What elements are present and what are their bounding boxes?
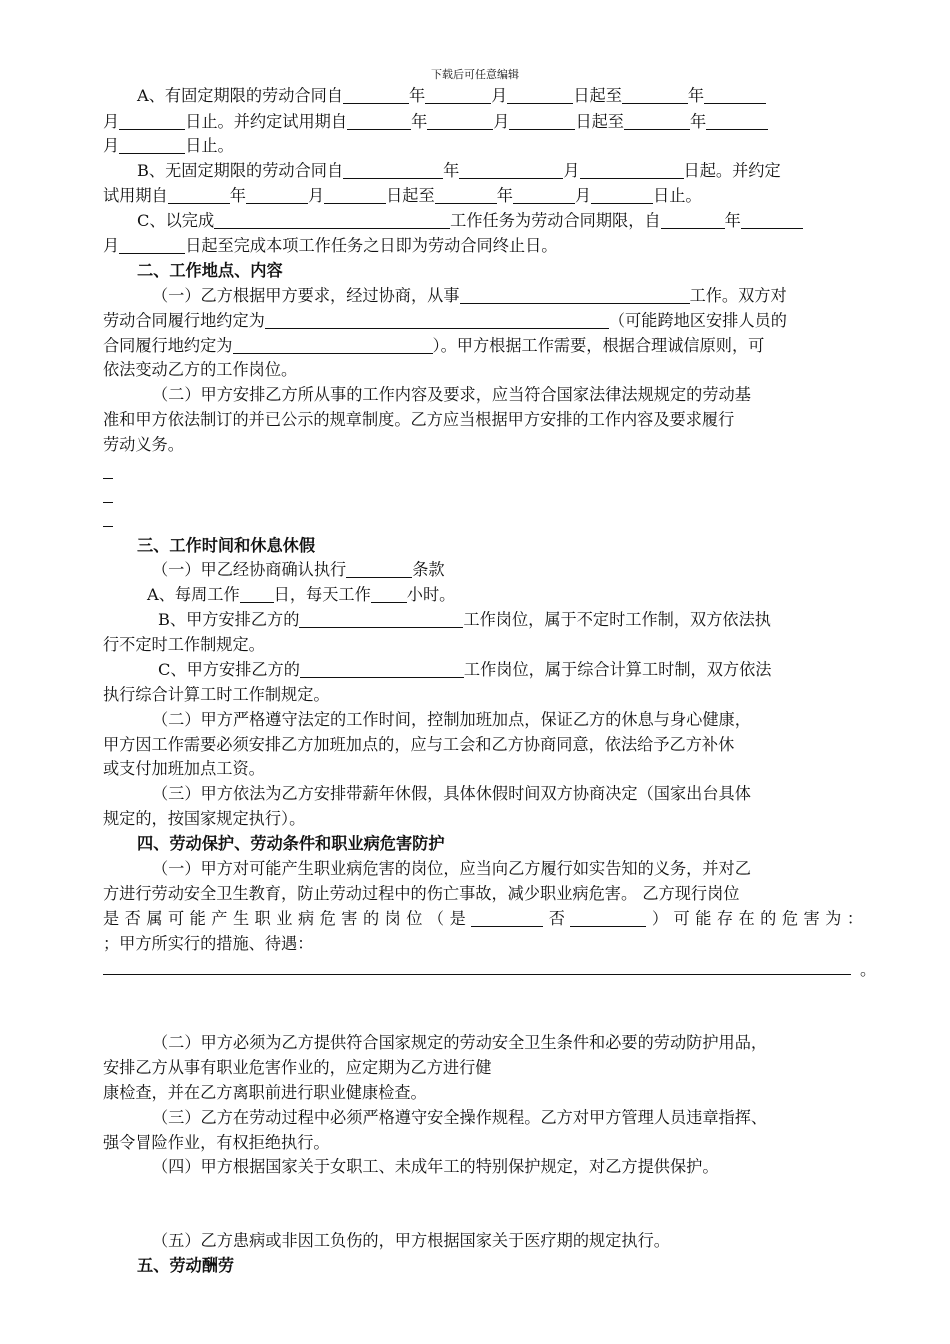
- blank-field[interactable]: [591, 186, 653, 204]
- clause-c-line-1: C、以完成 工作任务为劳动合同期限，自 年: [137, 209, 863, 233]
- blank-field[interactable]: [168, 186, 230, 204]
- blank-field[interactable]: [622, 86, 688, 104]
- blank-field[interactable]: [425, 86, 491, 104]
- sec4-para-6: 安排乙方从事有职业危害作业的，应定期为乙方进行健: [103, 1058, 492, 1077]
- clause-b-line-2: 试用期自 年 月 日起至 年 月 日止。: [103, 186, 702, 205]
- blank-field[interactable]: [507, 86, 573, 104]
- sec4-para-3: 是否属可能产生职业病危害的岗位（是 否 ）可能存在的危害为：: [103, 909, 864, 928]
- blank-field[interactable]: [706, 112, 768, 130]
- sec2-para-5: （二）甲方安排乙方所从事的工作内容及要求，应当符合国家法律法规规定的劳动基: [152, 385, 751, 404]
- blank-field[interactable]: [343, 86, 409, 104]
- sec3-para-10: （三）甲方依法为乙方安排带薪年休假，具体休假时间双方协商决定（国家出台具体: [152, 784, 751, 803]
- blank-field[interactable]: [460, 286, 690, 304]
- blank-field[interactable]: [240, 585, 274, 603]
- blank-field[interactable]: [427, 112, 493, 130]
- blank-field[interactable]: [513, 186, 575, 204]
- blank-field[interactable]: [265, 311, 609, 329]
- sec3-para-4: 行不定时工作制规定。: [103, 635, 265, 654]
- blank-field[interactable]: [741, 211, 803, 229]
- clause-b-line-1: B、无固定期限的劳动合同自 年 月 日起。并约定: [137, 161, 781, 180]
- blank-field[interactable]: [661, 211, 725, 229]
- sec2-para-1: （一）乙方根据甲方要求，经过协商，从事 工作。双方对: [152, 286, 787, 305]
- blank-field[interactable]: [471, 909, 543, 927]
- sec2-para-7: 劳动义务。: [103, 435, 184, 454]
- sec2-para-2: 劳动合同履行地约定为 （可能跨地区安排人员的: [103, 311, 787, 330]
- page-header-note: 下载后可任意编辑: [431, 68, 519, 81]
- blank-field[interactable]: [435, 186, 497, 204]
- blank-field[interactable]: [119, 112, 185, 130]
- dash-mark: [103, 502, 113, 503]
- sec3-para-2: A、每周工作 日，每天工作 小时。: [147, 585, 456, 604]
- blank-field[interactable]: [246, 186, 308, 204]
- blank-field[interactable]: [324, 186, 386, 204]
- blank-field[interactable]: [233, 336, 433, 354]
- sec3-para-11: 规定的，按国家规定执行）。: [103, 809, 306, 828]
- clause-c-line-2: 月 日起至完成本项工作任务之日即为劳动合同终止日。: [103, 236, 558, 255]
- section-4-title: 四、劳动保护、劳动条件和职业病危害防护: [137, 834, 445, 853]
- sec4-para-5: （二）甲方必须为乙方提供符合国家规定的劳动安全卫生条件和必要的劳动防护用品，: [152, 1033, 768, 1052]
- sec3-para-5: C、甲方安排乙方的 工作岗位，属于综合计算工时制，双方依法: [158, 660, 772, 679]
- blank-field[interactable]: [119, 136, 185, 154]
- section-5-title: 五、劳动酬劳: [137, 1256, 235, 1275]
- sec3-para-8: 甲方因工作需要必须安排乙方加班加点的，应与工会和乙方协商同意，依法给予乙方补休: [103, 735, 735, 754]
- sec3-para-3: B、甲方安排乙方的 工作岗位，属于不定时工作制，双方依法执: [158, 610, 771, 629]
- blank-field[interactable]: [347, 112, 411, 130]
- blank-field[interactable]: [459, 161, 563, 179]
- blank-field[interactable]: [624, 112, 690, 130]
- sec4-para-1: （一）甲方对可能产生职业病危害的岗位，应当向乙方履行如实告知的义务，并对乙: [152, 859, 751, 878]
- dash-mark: [103, 478, 113, 479]
- sentence-end: 。: [860, 960, 877, 979]
- blank-field-long[interactable]: [103, 974, 851, 975]
- blank-field[interactable]: [704, 86, 766, 104]
- blank-field[interactable]: [580, 161, 684, 179]
- sec2-para-3: 合同履行地约定为 ）。甲方根据工作需要，根据合理诚信原则，可: [103, 336, 765, 355]
- sec2-para-6: 准和甲方依法制订的并已公示的规章制度。乙方应当根据甲方安排的工作内容及要求履行: [103, 410, 735, 429]
- sec4-para-10: （四）甲方根据国家关于女职工、未成年工的特别保护规定，对乙方提供保护。: [152, 1157, 719, 1176]
- sec2-para-4: 依法变动乙方的工作岗位。: [103, 360, 298, 379]
- sec4-para-2: 方进行劳动安全卫生教育，防止劳动过程中的伤亡事故，减少职业病危害。 乙方现行岗位: [103, 884, 740, 903]
- sec4-para-9: 强令冒险作业，有权拒绝执行。: [103, 1133, 330, 1152]
- blank-field[interactable]: [119, 236, 185, 254]
- blank-field[interactable]: [509, 112, 575, 130]
- sec3-para-9: 或支付加班加点工资。: [103, 759, 265, 778]
- sec4-para-11: （五）乙方患病或非因工负伤的，甲方根据国家关于医疗期的规定执行。: [152, 1231, 670, 1250]
- blank-field[interactable]: [214, 211, 450, 229]
- dash-mark: [103, 526, 113, 527]
- blank-field[interactable]: [299, 610, 463, 628]
- blank-field[interactable]: [300, 660, 464, 678]
- section-2-title: 二、工作地点、内容: [137, 261, 283, 280]
- blank-field[interactable]: [371, 585, 407, 603]
- blank-field[interactable]: [346, 560, 412, 578]
- section-3-title: 三、工作时间和休息休假: [137, 536, 316, 555]
- blank-field[interactable]: [570, 909, 646, 927]
- sec4-para-7: 康检查，并在乙方离职前进行职业健康检查。: [103, 1083, 427, 1102]
- clause-a-line-3: 月 日止。: [103, 136, 234, 155]
- sec3-para-6: 执行综合计算工时工作制规定。: [103, 685, 330, 704]
- sec3-para-1: （一）甲乙经协商确认执行 条款: [152, 560, 445, 579]
- sec4-para-8: （三）乙方在劳动过程中必须严格遵守安全操作规程。乙方对甲方管理人员违章指挥、: [152, 1108, 768, 1127]
- clause-a-line-1: A、有固定期限的劳动合同自 年 月 日起至 年: [137, 84, 863, 108]
- blank-field[interactable]: [343, 161, 443, 179]
- sec4-para-4: ；甲方所实行的措施、待遇：: [103, 934, 314, 953]
- sec3-para-7: （二）甲方严格遵守法定的工作时间，控制加班加点，保证乙方的休息与身心健康，: [152, 710, 751, 729]
- clause-a-line-2: 月 日止。并约定试用期自 年 月 日起至 年: [103, 110, 863, 134]
